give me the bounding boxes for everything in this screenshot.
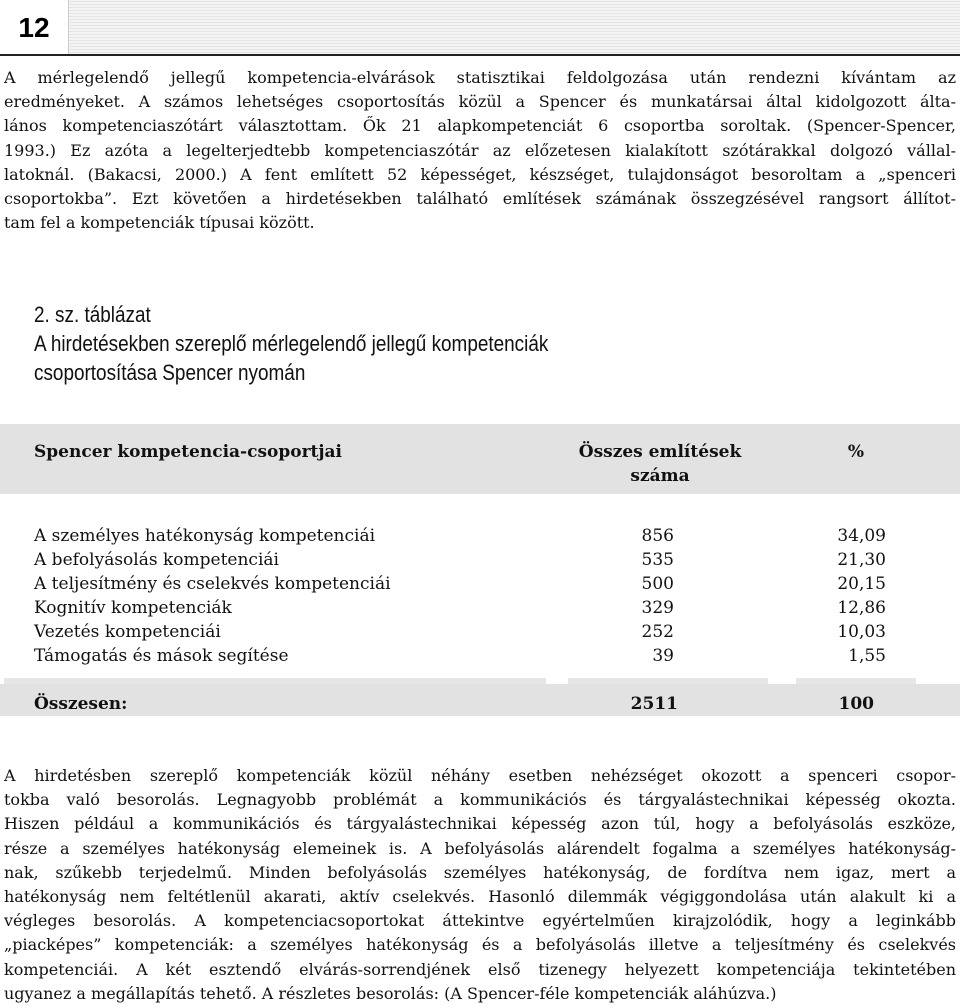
- row-percent: 12,86: [837, 598, 886, 618]
- header-rule: [0, 54, 960, 56]
- row-group: A befolyásolás kompetenciái: [34, 550, 279, 570]
- row-mentions: 39: [652, 646, 674, 666]
- outro-line: része a személyes hatékonyság elemeinek is. A befolyásolás alárendelt fogalma a személyes hatékonyság-: [4, 838, 956, 858]
- intro-line: 1993.) Ez azóta a legelterjedtebb kompetenciaszótár az előzetesen kialakított szótárakkal dolgozó vállal-: [4, 140, 956, 160]
- total-mentions: 2511: [630, 694, 678, 714]
- total-percent: 100: [838, 694, 874, 714]
- table-row: [0, 524, 960, 548]
- outro-line: kompetenciái. A két esztendő elvárás-sorrendjének első tizenegy helyezett kompetenciája tekintetében: [4, 959, 956, 979]
- row-mentions: 500: [641, 574, 674, 594]
- row-group: Vezetés kompetenciái: [34, 622, 221, 642]
- row-group: A személyes hatékonyság kompetenciái: [34, 526, 376, 546]
- header-percent: %: [847, 442, 865, 462]
- page-number: 12: [0, 0, 69, 54]
- outro-line: ugyanez a megállapítás tehető. A részletes besorolás: (A Spencer-féle kompetenciák aláhúzva.): [4, 983, 777, 1003]
- table-row: [0, 620, 960, 644]
- outro-line: Hiszen például a kommunikációs és tárgyalástechnikai képesség azon túl, hogy a befolyásolás eszköze,: [4, 814, 956, 834]
- outro-line: hatékonyság nem feltétlenül akarati, aktív cselekvés. Hasonló dilemmák végiggondolása után alakult ki a: [4, 887, 956, 907]
- table-row: [0, 548, 960, 572]
- intro-line: lános kompetenciaszótárt választottam. Ők 21 alapkompetenciát 6 csoportba soroltak. (Spencer-Spencer,: [4, 116, 956, 136]
- outro-line: végleges besorolás. A kompetenciacsoportokat áttekintve egyértelműen kirajzolódik, hogy a leginkább: [4, 911, 956, 931]
- table-row: [0, 572, 960, 596]
- row-group: Kognitív kompetenciák: [34, 598, 232, 618]
- intro-paragraph: [4, 66, 956, 235]
- intro-line: tam fel a kompetenciák típusai között.: [4, 213, 315, 233]
- row-percent: 1,55: [848, 646, 886, 666]
- outro-line: nak, szűkebb terjedelmű. Minden befolyásolás személyes hatékonyság, de fordítva nem igaz, mert a: [4, 862, 956, 882]
- row-percent: 34,09: [837, 526, 886, 546]
- row-mentions: 535: [641, 550, 674, 570]
- competency-table: [0, 424, 960, 734]
- row-mentions: 329: [641, 598, 674, 618]
- table-title-line: A hirdetésekben szereplő mérlegelendő jellegű kompetenciák: [34, 331, 549, 356]
- outro-line: tokba való besorolás. Legnagyobb problémát a kommunikációs és tárgyalástechnikai képesség okozta.: [4, 790, 956, 810]
- outro-line: A hirdetésben szereplő kompetenciák közül néhány esetben nehézséget okozott a spenceri csopor-: [4, 766, 956, 785]
- total-label: Összesen:: [34, 694, 128, 714]
- table-spacer: [0, 716, 960, 734]
- row-group: A teljesítmény és cselekvés kompetenciái: [34, 574, 391, 594]
- row-group: Támogatás és mások segítése: [34, 646, 289, 666]
- header-mentions-line: száma: [630, 466, 690, 486]
- intro-line: eredményeket. A számos lehetséges csoportosítás közül a Spencer és munkatársai által kidolgozott álta-: [4, 92, 956, 112]
- outro-paragraph: [4, 764, 956, 1006]
- row-percent: 21,30: [837, 550, 886, 570]
- table-number: 2. sz. táblázat: [34, 302, 151, 327]
- intro-line: latoknál. (Bakacsi, 2000.) A fent említett 52 képességet, készséget, tulajdonságot besoroltam a „spenceri: [4, 164, 956, 184]
- intro-line: csoportokba”. Ezt követően a hirdetésekben található említések számának összegzésével rangsort állítot-: [4, 189, 956, 209]
- row-mentions: 856: [641, 526, 674, 546]
- header-mentions: [568, 440, 752, 488]
- intro-line: A mérlegelendő jellegű kompetencia-elvárások statisztikai feldolgozása után rendezni kívántam az: [4, 68, 956, 87]
- table-row: [0, 644, 960, 668]
- row-percent: 20,15: [837, 574, 886, 594]
- table-caption: [34, 300, 548, 387]
- row-mentions: 252: [641, 622, 674, 642]
- table-spacer: [0, 494, 960, 504]
- table-title-line: csoportosítása Spencer nyomán: [34, 360, 306, 385]
- table-row: [0, 596, 960, 620]
- outro-line: „piacképes” kompetenciák: a személyes hatékonyság és a befolyásolás illetve a teljesítmény és cselekvés: [4, 935, 956, 955]
- header-group: Spencer kompetencia-csoportjai: [34, 442, 343, 462]
- row-percent: 10,03: [837, 622, 886, 642]
- header-mentions-line: Összes említések: [578, 442, 742, 462]
- header-bar: [0, 0, 960, 56]
